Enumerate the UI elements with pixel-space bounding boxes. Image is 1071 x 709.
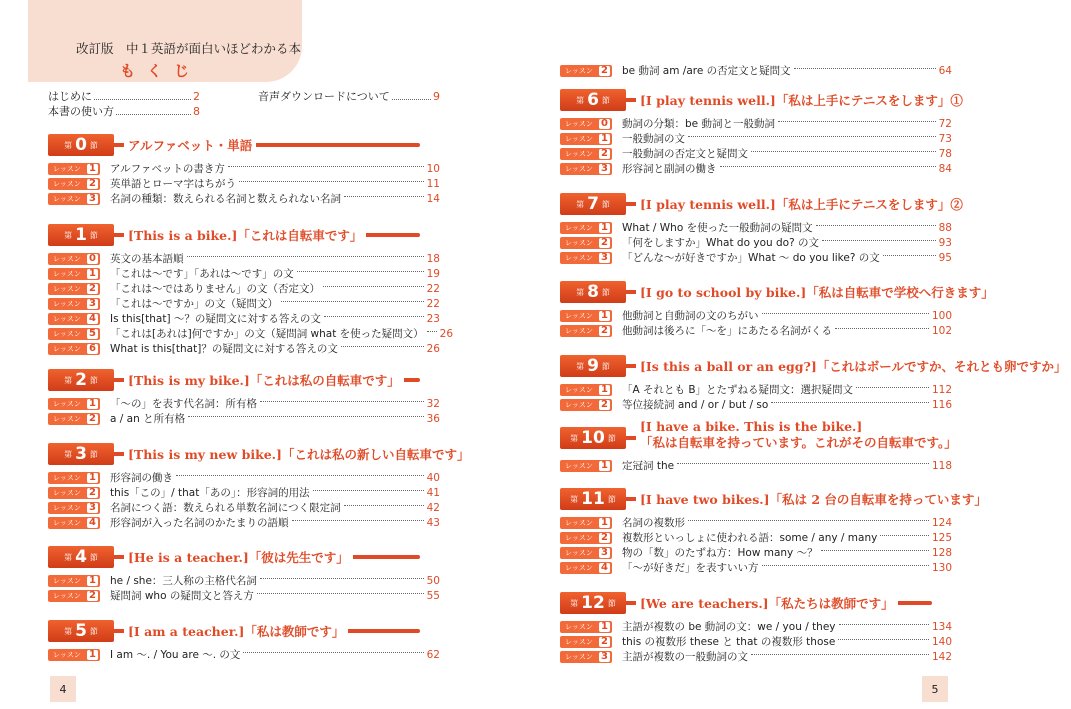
lesson-title: 他動詞は後ろに「～を」にあたる名詞がくる: [622, 325, 832, 337]
lesson-title: 「これは～です」「あれは～です」の文: [110, 268, 294, 280]
lesson-page: 88: [938, 221, 952, 234]
lesson-item[interactable]: [48, 515, 440, 530]
lesson-item[interactable]: [560, 220, 952, 235]
lesson-page: 128: [931, 546, 952, 559]
lesson-title: 主語が複数の be 動詞の文：we / you / they: [622, 621, 836, 633]
leader-dots: [260, 401, 424, 402]
section-title[interactable]: [I am a teacher.]「私は教師です」: [124, 622, 348, 640]
lesson-title: What / Who を使った一般動詞の疑問文: [622, 222, 813, 234]
lesson-page: 130: [931, 561, 952, 574]
section-title[interactable]: [I go to school by bike.]「私は自転車で学校へ行きます」: [636, 283, 998, 301]
lesson-badge: レッスン 1: [560, 133, 612, 145]
section-title[interactable]: [Is this a ball or an egg?]「これはボールですか、それとも卵ですか」: [636, 357, 1071, 375]
lesson-page: 134: [931, 620, 952, 633]
lesson-title: 「これは[あれは]何ですか」の文（疑問詞 what を使った疑問文）: [110, 328, 424, 340]
intro-item-page: 9: [433, 90, 440, 103]
section-title[interactable]: [This is my bike.]「これは私の自転車です」: [124, 371, 404, 389]
lesson-item[interactable]: [48, 588, 440, 603]
lesson-page: 50: [426, 574, 440, 587]
lesson-title: 名詞につく語：数えられる単数名詞につく限定詞: [110, 502, 341, 514]
section-badge: 第 6 節: [560, 89, 626, 111]
lesson-page: 26: [426, 342, 440, 355]
lesson-page: 55: [426, 589, 440, 602]
section: [48, 134, 440, 206]
lesson-item[interactable]: [560, 458, 952, 473]
section-title[interactable]: [He is a teacher.]「彼は先生です」: [124, 548, 353, 566]
lesson-title: 「何をしますか」What do you do? の文: [622, 237, 819, 249]
lesson-page: 118: [931, 459, 952, 472]
lesson-page: 19: [426, 267, 440, 280]
section: [48, 443, 470, 530]
lesson-badge: レッスン 2: [560, 237, 612, 249]
lesson-page: 23: [426, 312, 440, 325]
section-badge: 第 10 節: [560, 427, 626, 449]
lesson-badge: レッスン 5: [48, 328, 100, 340]
lesson-page: 26: [439, 327, 454, 340]
lesson-item[interactable]: [560, 116, 952, 131]
lesson-item[interactable]: [48, 470, 440, 485]
lesson-page: 78: [938, 147, 952, 160]
lesson-title: 英文の基本語順: [110, 253, 184, 265]
leader-dots: [297, 271, 424, 272]
lesson-badge: レッスン 2: [48, 413, 100, 425]
leader-dots: [762, 565, 929, 566]
leader-dots: [292, 520, 424, 521]
lesson-page: 142: [931, 650, 952, 663]
lesson-badge: レッスン 3: [560, 252, 612, 264]
lesson-badge: レッスン 1: [560, 460, 612, 472]
section: [48, 369, 440, 426]
lesson-item[interactable]: [48, 326, 454, 341]
lesson-badge: レッスン 3: [48, 502, 100, 514]
section-title[interactable]: [This is my new bike.]「これは私の新しい自転車です」: [124, 445, 473, 463]
lesson-page: 62: [426, 648, 440, 661]
lesson-title: 一般動詞の否定文と疑問文: [622, 148, 748, 160]
lesson-item[interactable]: [48, 573, 440, 588]
lesson-title: 形容詞と副詞の働き: [622, 163, 717, 175]
section-badge: 第 3 節: [48, 443, 114, 465]
lesson-item[interactable]: [48, 176, 440, 191]
leader-dots: [751, 151, 936, 152]
section-title[interactable]: [I have two bikes.]「私は 2 台の自転車を持っています」: [636, 490, 991, 508]
intro-item-label: 本書の使い方: [48, 105, 114, 118]
leader-dots: [313, 490, 424, 491]
lesson-page: 112: [931, 383, 952, 396]
lesson-title: Is this[that] ～？の疑問文に対する答えの文: [110, 313, 321, 325]
section-badge: 第 4 節: [48, 546, 114, 568]
lesson-item[interactable]: [48, 251, 440, 266]
lesson-badge: レッスン 3: [48, 193, 100, 205]
leader-dots: [341, 346, 424, 347]
lesson-item[interactable]: [48, 396, 440, 411]
lesson-badge: レッスン 1: [48, 398, 100, 410]
lesson-item[interactable]: [48, 411, 440, 426]
section: [560, 355, 1067, 412]
lesson-item[interactable]: [560, 161, 952, 176]
section-title[interactable]: [I have a bike. This is the bike.] 「私は自転車を持っています。これがその自転車です。」: [636, 419, 961, 451]
lesson-page: 22: [426, 297, 440, 310]
lesson-item[interactable]: [560, 250, 952, 265]
lesson-item[interactable]: [560, 560, 952, 575]
section: [560, 592, 952, 664]
lesson-title: 「どんな～が好きですか」What ～ do you like? の文: [622, 252, 880, 264]
lesson-item[interactable]: [560, 649, 952, 664]
section-badge: 第 7 節: [560, 193, 626, 215]
lesson-page: 43: [426, 516, 440, 529]
leader-dots: [324, 316, 424, 317]
lesson-page: 10: [426, 162, 440, 175]
intro-item[interactable]: [48, 90, 200, 104]
lesson-title: 主語が複数の一般動詞の文: [622, 651, 748, 663]
leader-dots: [856, 387, 929, 388]
leader-dots: [880, 535, 929, 536]
section: [48, 620, 440, 662]
lesson-badge: レッスン 2: [560, 325, 612, 337]
lesson-badge: レッスン 2: [560, 148, 612, 160]
lesson-title: 複数形といっしょに使われる語：some / any / many: [622, 532, 878, 544]
page-number-right: 5: [922, 676, 948, 702]
lesson-page: 41: [426, 486, 440, 499]
lesson-page: 73: [938, 132, 952, 145]
leader-dots: [822, 240, 936, 241]
leader-dots: [243, 652, 423, 653]
lesson-badge: レッスン 0: [48, 253, 100, 265]
intro-item-label: 音声ダウンロードについて: [258, 90, 390, 103]
lesson-title: 「A それとも B」とたずねる疑問文：選択疑問文: [622, 384, 854, 396]
lesson-title: 「これは～ですか」の文（疑問文）: [110, 298, 278, 310]
lesson-badge: レッスン 3: [48, 298, 100, 310]
lesson-item[interactable]: [48, 296, 440, 311]
lesson-badge: レッスン 1: [48, 575, 100, 587]
lesson-title: this の複数形 these と that の複数形 those: [622, 636, 836, 648]
leader-dots: [883, 255, 936, 256]
lesson-title: 定冠詞 the: [622, 460, 675, 472]
lesson-badge: レッスン 1: [560, 621, 612, 633]
lesson-title: What is this[that]？の疑問文に対する答えの文: [110, 343, 338, 355]
section-badge: 第 1 節: [48, 224, 114, 246]
lesson-title: 一般動詞の文: [622, 133, 685, 145]
leader-dots: [188, 416, 424, 417]
lesson-page: 84: [938, 162, 952, 175]
leader-dots: [228, 166, 424, 167]
leader-dots: [344, 196, 424, 197]
intro-item[interactable]: [48, 105, 200, 119]
section-badge: 第 9 節: [560, 355, 626, 377]
leader-dots: [835, 328, 929, 329]
lesson-item[interactable]: [560, 545, 952, 560]
lesson-page: 102: [931, 324, 952, 337]
leader-dots: [821, 550, 929, 551]
section-continued: [560, 58, 952, 78]
section-title[interactable]: [We are teachers.]「私たちは教師です」: [636, 594, 898, 612]
lesson-title: 形容詞が入った名詞のかたまりの語順: [110, 517, 289, 529]
leader-dots: [677, 463, 929, 464]
lesson-badge: レッスン 1: [560, 310, 612, 322]
lesson-item[interactable]: [48, 191, 440, 206]
section: [560, 89, 963, 176]
section-title[interactable]: [I play tennis well.]「私は上手にテニスをします」①: [636, 91, 967, 109]
section-badge: 第 2 節: [48, 369, 114, 391]
lesson-badge: レッスン 2: [560, 636, 612, 648]
leader-dots: [323, 286, 424, 287]
lesson-item[interactable]: [560, 397, 952, 412]
section-badge: 第 5 節: [48, 620, 114, 642]
section: [560, 419, 957, 473]
lesson-item[interactable]: [560, 308, 952, 323]
lesson-badge: レッスン 1: [48, 472, 100, 484]
lesson-page: 95: [938, 251, 952, 264]
lesson-badge: レッスン 0: [560, 118, 612, 130]
section-title[interactable]: [This is a bike.]「これは自転車です」: [124, 226, 366, 244]
lesson-page: 18: [426, 252, 440, 265]
lesson-page: 40: [426, 471, 440, 484]
lesson-badge: レッスン 1: [48, 163, 100, 175]
lesson-item[interactable]: [48, 485, 440, 500]
page-number-left: 4: [50, 676, 76, 702]
leader-dots: [688, 520, 929, 521]
lesson-title: be 動詞 am /are の否定文と疑問文: [622, 65, 791, 77]
lesson-page: 140: [931, 635, 952, 648]
section-badge: 第 11 節: [560, 488, 626, 510]
leader-dots: [838, 639, 929, 640]
leader-dots: [281, 301, 424, 302]
leader-dots: [239, 181, 424, 182]
leader-dots: [427, 331, 437, 332]
lesson-page: 125: [931, 531, 952, 544]
lesson-item[interactable]: [560, 235, 952, 250]
lesson-page: 93: [938, 236, 952, 249]
lesson-title: 等位接続詞 and / or / but / so: [622, 399, 769, 411]
lesson-item[interactable]: [560, 146, 952, 161]
lesson-page: 64: [938, 64, 952, 77]
lesson-title: a / an と所有格: [110, 413, 186, 425]
lesson-item[interactable]: [560, 323, 952, 338]
lesson-page: 11: [426, 177, 440, 190]
lesson-item[interactable]: [48, 311, 440, 326]
lesson-badge: レッスン 1: [48, 649, 100, 661]
lesson-page: 22: [426, 282, 440, 295]
lesson-badge: レッスン 4: [48, 517, 100, 529]
lesson-title: 英単語とローマ字はちがう: [110, 178, 236, 190]
lesson-page: 42: [426, 501, 440, 514]
lesson-title: 「～が好きだ」を表すいい方: [622, 562, 759, 574]
lesson-item[interactable]: [48, 161, 440, 176]
toc-title: もくじ: [120, 62, 202, 80]
intro-item-page: 2: [193, 90, 200, 103]
leader-dots: [260, 578, 424, 579]
lesson-badge: レッスン 2: [560, 399, 612, 411]
leader-dots: [257, 593, 424, 594]
lesson-badge: レッスン 6: [48, 343, 100, 355]
lesson-badge: レッスン 1: [560, 384, 612, 396]
lesson-badge: レッスン 4: [560, 562, 612, 574]
lesson-item[interactable]: [48, 266, 440, 281]
leader-dots: [794, 68, 936, 69]
lesson-badge: レッスン 3: [560, 547, 612, 559]
lesson-title: アルファベットの書き方: [110, 163, 225, 175]
section-badge: 第 0 節: [48, 134, 114, 156]
lesson-page: 14: [426, 192, 440, 205]
leader-dots: [751, 654, 929, 655]
lesson-badge: レッスン 3: [560, 651, 612, 663]
lesson-title: 「～の」を表す代名詞：所有格: [110, 398, 257, 410]
lesson-badge: レッスン 2: [560, 532, 612, 544]
section-badge: 第 12 節: [560, 592, 626, 614]
leader-dots: [720, 166, 936, 167]
lesson-badge: レッスン 2: [48, 487, 100, 499]
leader-dots: [688, 136, 936, 137]
lesson-badge: レッスン 1: [560, 517, 612, 529]
lesson-title: 「これは～ではありません」の文（否定文）: [110, 283, 320, 295]
lesson-item[interactable]: [560, 63, 952, 78]
lesson-title: I am ～. / You are ～. の文: [110, 649, 241, 661]
lesson-page: 72: [938, 117, 952, 130]
lesson-badge: レッスン 4: [48, 313, 100, 325]
lesson-page: 100: [931, 309, 952, 322]
lesson-item[interactable]: [560, 634, 952, 649]
lesson-item[interactable]: [560, 619, 952, 634]
leader-dots: [771, 402, 929, 403]
leader-dots: [778, 121, 936, 122]
leader-dots: [839, 624, 929, 625]
lesson-title: 名詞の複数形: [622, 517, 685, 529]
book-title: 改訂版 中１英語が面白いほどわかる本: [76, 41, 302, 56]
leader-dots: [344, 505, 424, 506]
section: [560, 193, 963, 265]
section: [560, 281, 994, 338]
leader-dots: [816, 225, 936, 226]
leader-dots: [187, 256, 424, 257]
section-title[interactable]: アルファベット・単語: [124, 136, 256, 154]
lesson-title: he / she：三人称の主格代名詞: [110, 575, 257, 587]
lesson-title: 動詞の分類：be 動詞と一般動詞: [622, 118, 775, 130]
lesson-item[interactable]: [560, 515, 952, 530]
lesson-title: 物の「数」のたずね方：How many ～？: [622, 547, 818, 559]
lesson-badge: レッスン 2: [48, 590, 100, 602]
lesson-item[interactable]: [48, 500, 440, 515]
lesson-item[interactable]: [48, 341, 440, 356]
lesson-badge: レッスン 1: [48, 268, 100, 280]
lesson-title: 名詞の種類：数えられる名詞と数えられない名詞: [110, 193, 341, 205]
intro-item-label: はじめに: [48, 90, 92, 103]
lesson-badge: レッスン 2: [48, 283, 100, 295]
lesson-badge: レッスン 3: [560, 163, 612, 175]
section: [560, 488, 987, 575]
lesson-item[interactable]: [560, 530, 952, 545]
lesson-item[interactable]: [48, 647, 440, 662]
section-badge: 第 8 節: [560, 281, 626, 303]
lesson-title: 他動詞と自動詞の文のちがい: [622, 310, 759, 322]
lesson-page: 36: [426, 412, 440, 425]
intro-item-page: 8: [193, 105, 200, 118]
lesson-title: 疑問詞 who の疑問文と答え方: [110, 590, 254, 602]
section: [48, 224, 454, 356]
lesson-title: this「この」/ that「あの」：形容詞的用法: [110, 487, 310, 499]
lesson-badge: レッスン 1: [560, 222, 612, 234]
lesson-item[interactable]: [48, 281, 440, 296]
leader-dots: [176, 475, 424, 476]
lesson-page: 124: [931, 516, 952, 529]
lesson-page: 116: [931, 398, 952, 411]
lesson-badge: レッスン 2: [48, 178, 100, 190]
lesson-title: 形容詞の働き: [110, 472, 173, 484]
section: [48, 546, 440, 603]
leader-dots: [762, 313, 929, 314]
lesson-badge: レッスン 2: [560, 65, 612, 77]
lesson-item[interactable]: [560, 131, 952, 146]
lesson-page: 32: [426, 397, 440, 410]
lesson-item[interactable]: [560, 382, 952, 397]
intro-item[interactable]: [258, 90, 440, 104]
section-title[interactable]: [I play tennis well.]「私は上手にテニスをします」②: [636, 195, 967, 213]
